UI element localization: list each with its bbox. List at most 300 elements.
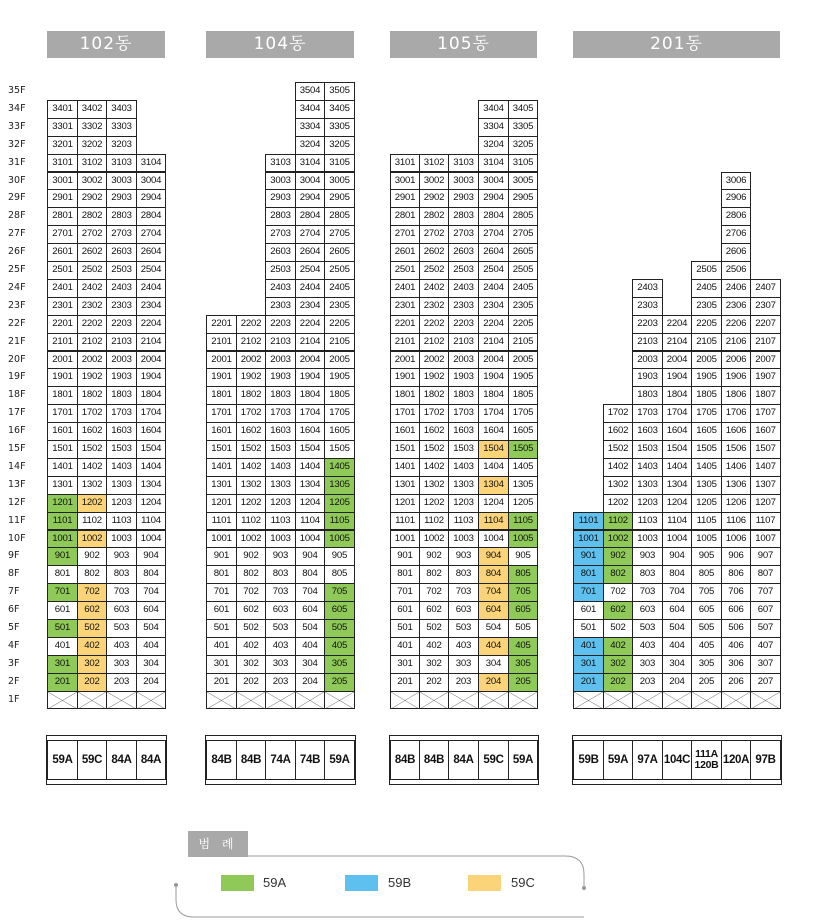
unit-cell: 1805 [324,386,355,405]
unit-cell: 1805 [508,386,538,405]
unit-cell: 1804 [478,386,509,405]
unit-cell: 304 [662,655,692,674]
unit-cell: 1404 [295,458,325,477]
unit-cell: 704 [295,583,325,602]
unit-cell: 205 [324,673,355,692]
unit-cell: 801 [390,565,420,584]
unit-cell: 1304 [136,476,166,495]
unit-cell: 2303 [448,297,479,316]
unit-cell: 1303 [265,476,296,495]
unit-cell: 2303 [265,297,296,316]
floor-label: 11F [8,514,26,526]
unit-cell: 603 [265,601,296,620]
unit-cell: 2304 [295,297,325,316]
unit-cell: 1602 [236,422,266,441]
unit-cell: 702 [603,583,633,602]
unit-cell: 403 [448,637,479,656]
unit-cell: 2904 [295,189,325,208]
unit-cell: 1903 [106,368,137,387]
unit-cell: 2204 [662,315,692,334]
unit-cell: 1606 [721,422,751,441]
unit-cell: 203 [632,673,663,692]
unit-cell: 604 [662,601,692,620]
unit-cell: 3102 [419,154,449,173]
unit-cell: 905 [324,547,355,566]
unit-cell: 2101 [206,333,237,352]
unit-cell: 3103 [448,154,479,173]
unit-cell: 2004 [136,351,166,370]
unit-cell: 1404 [136,458,166,477]
unit-cell: 1003 [265,530,296,549]
unit-cell: 2906 [721,189,751,208]
unit-cell: 2402 [77,279,107,298]
unit-cell: 2502 [77,261,107,280]
floor-label: 23F [8,299,26,311]
unit-cell: 2306 [721,297,751,316]
unit-cell: 1201 [47,494,78,513]
pilotis-cell [106,691,137,710]
unit-cell: 3305 [324,118,355,137]
unit-cell: 2704 [295,225,325,244]
unit-cell: 2002 [77,351,107,370]
unit-cell: 302 [419,655,449,674]
unit-cell: 1602 [77,422,107,441]
unit-cell: 2102 [419,333,449,352]
unit-cell: 1903 [265,368,296,387]
pilotis-cell [603,691,633,710]
unit-cell: 2703 [106,225,137,244]
unit-cell: 1402 [236,458,266,477]
unit-cell: 402 [77,637,107,656]
pilotis-cell [419,691,449,710]
unit-cell: 1403 [632,458,663,477]
unit-cell: 3405 [508,100,538,119]
unit-cell: 401 [47,637,78,656]
unit-cell: 904 [662,547,692,566]
unit-cell: 2004 [295,351,325,370]
unit-cell: 1106 [721,512,751,531]
unit-cell: 1206 [721,494,751,513]
unit-cell: 904 [136,547,166,566]
unit-cell: 501 [47,619,78,638]
unit-cell: 2105 [508,333,538,352]
unit-cell: 1303 [448,476,479,495]
floor-label: 10F [8,532,26,544]
unit-type-cell: 84B [390,740,420,780]
unit-cell: 1705 [324,404,355,423]
floor-label: 25F [8,264,26,275]
unit-cell: 1702 [236,404,266,423]
unit-cell: 1101 [573,512,604,531]
unit-cell: 3402 [77,100,107,119]
unit-cell: 1703 [448,404,479,423]
pilotis-cell [47,691,78,710]
unit-cell: 3004 [295,172,325,191]
unit-cell: 2604 [478,243,509,262]
pilotis-cell [632,691,663,710]
floor-label: 4F [8,639,20,651]
legend-label-59b: 59B [388,875,412,890]
unit-cell: 2703 [265,225,296,244]
unit-cell: 2006 [721,351,751,370]
unit-cell: 504 [136,619,166,638]
unit-cell: 905 [508,547,538,566]
unit-cell: 2003 [106,351,137,370]
unit-cell: 2704 [478,225,509,244]
floor-label: 14F [8,460,26,472]
unit-cell: 3004 [136,172,166,191]
unit-cell: 2902 [77,189,107,208]
unit-cell: 802 [419,565,449,584]
unit-cell: 3003 [106,172,137,191]
unit-cell: 2202 [419,315,449,334]
unit-cell: 1205 [691,494,722,513]
unit-cell: 604 [478,601,509,620]
unit-type-cell: 59A [508,740,538,780]
unit-cell: 1804 [295,386,325,405]
unit-cell: 904 [295,547,325,566]
unit-cell: 204 [662,673,692,692]
pilotis-cell [324,691,355,710]
unit-cell: 3006 [721,172,751,191]
unit-cell: 1502 [603,440,633,459]
unit-cell: 804 [478,565,509,584]
unit-cell: 503 [265,619,296,638]
unit-cell: 2204 [295,315,325,334]
unit-cell: 506 [721,619,751,638]
unit-cell: 903 [265,547,296,566]
unit-cell: 301 [47,655,78,674]
unit-cell: 2403 [448,279,479,298]
unit-cell: 1203 [448,494,479,513]
unit-cell: 201 [47,673,78,692]
unit-cell: 1003 [448,530,479,549]
building-title: 102동 [47,31,165,58]
unit-cell: 2804 [478,207,509,226]
unit-cell: 1905 [691,368,722,387]
unit-cell: 1904 [662,368,692,387]
unit-cell: 2201 [390,315,420,334]
unit-cell: 1301 [47,476,78,495]
unit-cell: 902 [603,547,633,566]
unit-cell: 2501 [390,261,420,280]
unit-cell: 2805 [508,207,538,226]
unit-cell: 1503 [448,440,479,459]
unit-cell: 804 [662,565,692,584]
unit-cell: 1703 [265,404,296,423]
floor-label: 16F [8,425,26,437]
unit-cell: 2101 [390,333,420,352]
unit-cell: 402 [603,637,633,656]
floor-label: 20F [8,353,26,365]
unit-cell: 604 [136,601,166,620]
unit-cell: 404 [478,637,509,656]
unit-cell: 505 [324,619,355,638]
unit-cell: 1005 [324,530,355,549]
unit-cell: 1905 [324,368,355,387]
unit-cell: 901 [390,547,420,566]
unit-cell: 403 [632,637,663,656]
unit-cell: 3303 [106,118,137,137]
unit-cell: 801 [573,565,604,584]
unit-cell: 2603 [106,243,137,262]
legend-label-59c: 59C [511,875,535,890]
unit-cell: 1402 [419,458,449,477]
legend-swatch-59a [221,875,254,891]
unit-cell: 1404 [478,458,509,477]
unit-cell: 605 [324,601,355,620]
unit-cell: 802 [603,565,633,584]
unit-cell: 702 [77,583,107,602]
unit-cell: 2002 [236,351,266,370]
unit-cell: 1102 [236,512,266,531]
unit-cell: 901 [573,547,604,566]
unit-cell: 1304 [478,476,509,495]
floor-label: 7F [8,586,20,598]
unit-cell: 3003 [448,172,479,191]
floor-label: 17F [8,407,26,419]
unit-cell: 907 [750,547,781,566]
unit-cell: 805 [508,565,538,584]
unit-cell: 2102 [236,333,266,352]
unit-cell: 3204 [295,136,325,155]
floor-label: 19F [8,371,26,383]
unit-cell: 305 [508,655,538,674]
unit-cell: 1306 [721,476,751,495]
pilotis-cell [691,691,722,710]
unit-cell: 1901 [47,368,78,387]
unit-cell: 903 [448,547,479,566]
unit-cell: 602 [419,601,449,620]
unit-cell: 2405 [508,279,538,298]
unit-cell: 2806 [721,207,751,226]
unit-cell: 1901 [206,368,237,387]
unit-cell: 501 [573,619,604,638]
unit-cell: 3002 [77,172,107,191]
unit-cell: 2604 [295,243,325,262]
unit-cell: 3101 [390,154,420,173]
unit-cell: 806 [721,565,751,584]
unit-cell: 503 [448,619,479,638]
unit-cell: 2402 [419,279,449,298]
unit-cell: 1801 [206,386,237,405]
unit-cell: 1707 [750,404,781,423]
unit-cell: 202 [419,673,449,692]
unit-cell: 1701 [206,404,237,423]
unit-cell: 2307 [750,297,781,316]
unit-cell: 2003 [632,351,663,370]
unit-cell: 3304 [478,118,509,137]
unit-cell: 1405 [691,458,722,477]
unit-cell: 2401 [47,279,78,298]
unit-cell: 2903 [265,189,296,208]
unit-cell: 3105 [324,154,355,173]
unit-cell: 905 [691,547,722,566]
unit-cell: 1603 [448,422,479,441]
unit-cell: 3103 [265,154,296,173]
unit-cell: 1003 [632,530,663,549]
unit-cell: 1204 [136,494,166,513]
unit-type-cell: 120A [721,740,751,780]
unit-cell: 1603 [106,422,137,441]
unit-cell: 2007 [750,351,781,370]
unit-cell: 602 [603,601,633,620]
unit-cell: 605 [691,601,722,620]
unit-cell: 401 [206,637,237,656]
unit-type-cell: 59A [324,740,355,780]
unit-cell: 1803 [106,386,137,405]
unit-cell: 3404 [478,100,509,119]
unit-cell: 3405 [324,100,355,119]
unit-cell: 2203 [106,315,137,334]
floor-label: 24F [8,281,26,293]
unit-cell: 3103 [106,154,137,173]
unit-type-label: 111A 120B [694,748,719,771]
unit-cell: 1103 [265,512,296,531]
unit-cell: 1604 [478,422,509,441]
unit-cell: 2303 [632,297,663,316]
unit-cell: 2405 [324,279,355,298]
unit-cell: 2001 [47,351,78,370]
unit-cell: 2805 [324,207,355,226]
unit-cell: 1104 [295,512,325,531]
unit-cell: 407 [750,637,781,656]
unit-cell: 2201 [206,315,237,334]
unit-cell: 2002 [419,351,449,370]
unit-cell: 2101 [47,333,78,352]
unit-cell: 2105 [691,333,722,352]
unit-cell: 3205 [324,136,355,155]
unit-cell: 1405 [324,458,355,477]
unit-cell: 1801 [390,386,420,405]
unit-cell: 1301 [390,476,420,495]
legend-title: 범 례 [188,831,248,857]
unit-cell: 1201 [390,494,420,513]
unit-cell: 3403 [106,100,137,119]
unit-cell: 406 [721,637,751,656]
floor-label: 26F [8,246,26,258]
unit-cell: 1101 [390,512,420,531]
floor-label: 27F [8,228,26,240]
unit-cell: 2802 [419,207,449,226]
unit-cell: 3203 [106,136,137,155]
unit-cell: 1005 [508,530,538,549]
unit-cell: 2102 [77,333,107,352]
unit-cell: 1504 [136,440,166,459]
unit-cell: 302 [603,655,633,674]
unit-cell: 507 [750,619,781,638]
unit-cell: 3301 [47,118,78,137]
pilotis-cell [206,691,237,710]
unit-cell: 2404 [136,279,166,298]
unit-cell: 2203 [448,315,479,334]
unit-cell: 2305 [324,297,355,316]
unit-cell: 604 [295,601,325,620]
unit-cell: 403 [265,637,296,656]
unit-cell: 402 [419,637,449,656]
unit-cell: 401 [390,637,420,656]
unit-cell: 2203 [265,315,296,334]
unit-cell: 302 [77,655,107,674]
unit-cell: 1407 [750,458,781,477]
unit-cell: 305 [691,655,722,674]
unit-cell: 2603 [265,243,296,262]
building-title: 104동 [206,31,354,58]
unit-cell: 1601 [206,422,237,441]
unit-cell: 2304 [136,297,166,316]
unit-cell: 2705 [508,225,538,244]
unit-cell: 2106 [721,333,751,352]
unit-cell: 2803 [448,207,479,226]
unit-type-cell: 104C [662,740,692,780]
unit-cell: 2305 [508,297,538,316]
unit-cell: 1604 [295,422,325,441]
unit-cell: 1201 [206,494,237,513]
unit-cell: 2804 [136,207,166,226]
unit-cell: 2205 [508,315,538,334]
unit-cell: 2104 [662,333,692,352]
unit-cell: 301 [390,655,420,674]
floor-label: 34F [8,102,26,114]
unit-cell: 202 [603,673,633,692]
floor-label: 6F [8,604,20,616]
unit-cell: 301 [573,655,604,674]
unit-cell: 1006 [721,530,751,549]
pilotis-cell [573,691,604,710]
unit-cell: 2702 [77,225,107,244]
floor-label: 30F [8,174,26,186]
unit-type-cell: 59A [47,740,78,780]
unit-cell: 603 [106,601,137,620]
unit-cell: 1305 [508,476,538,495]
unit-cell: 2204 [478,315,509,334]
unit-cell: 405 [324,637,355,656]
unit-cell: 1504 [478,440,509,459]
unit-cell: 1302 [603,476,633,495]
unit-cell: 1702 [603,404,633,423]
unit-cell: 2104 [136,333,166,352]
unit-cell: 204 [136,673,166,692]
unit-cell: 1203 [106,494,137,513]
unit-cell: 2905 [324,189,355,208]
unit-cell: 2704 [136,225,166,244]
unit-cell: 1801 [47,386,78,405]
unit-cell: 3201 [47,136,78,155]
pilotis-cell [750,691,781,710]
floor-label: 3F [8,657,20,669]
unit-cell: 1007 [750,530,781,549]
unit-cell: 1904 [478,368,509,387]
unit-type-cell: 59B [573,740,604,780]
unit-cell: 1502 [77,440,107,459]
unit-cell: 2706 [721,225,751,244]
unit-type-cell: 74A [265,740,296,780]
unit-cell: 1001 [47,530,78,549]
unit-cell: 1702 [77,404,107,423]
unit-cell: 1704 [478,404,509,423]
unit-cell: 3104 [478,154,509,173]
unit-cell: 2601 [390,243,420,262]
floor-label: 28F [8,210,26,222]
unit-cell: 1503 [632,440,663,459]
unit-cell: 1303 [106,476,137,495]
unit-cell: 1002 [603,530,633,549]
unit-cell: 2503 [265,261,296,280]
unit-cell: 1704 [295,404,325,423]
unit-cell: 405 [691,637,722,656]
unit-cell: 2904 [478,189,509,208]
unit-cell: 203 [448,673,479,692]
